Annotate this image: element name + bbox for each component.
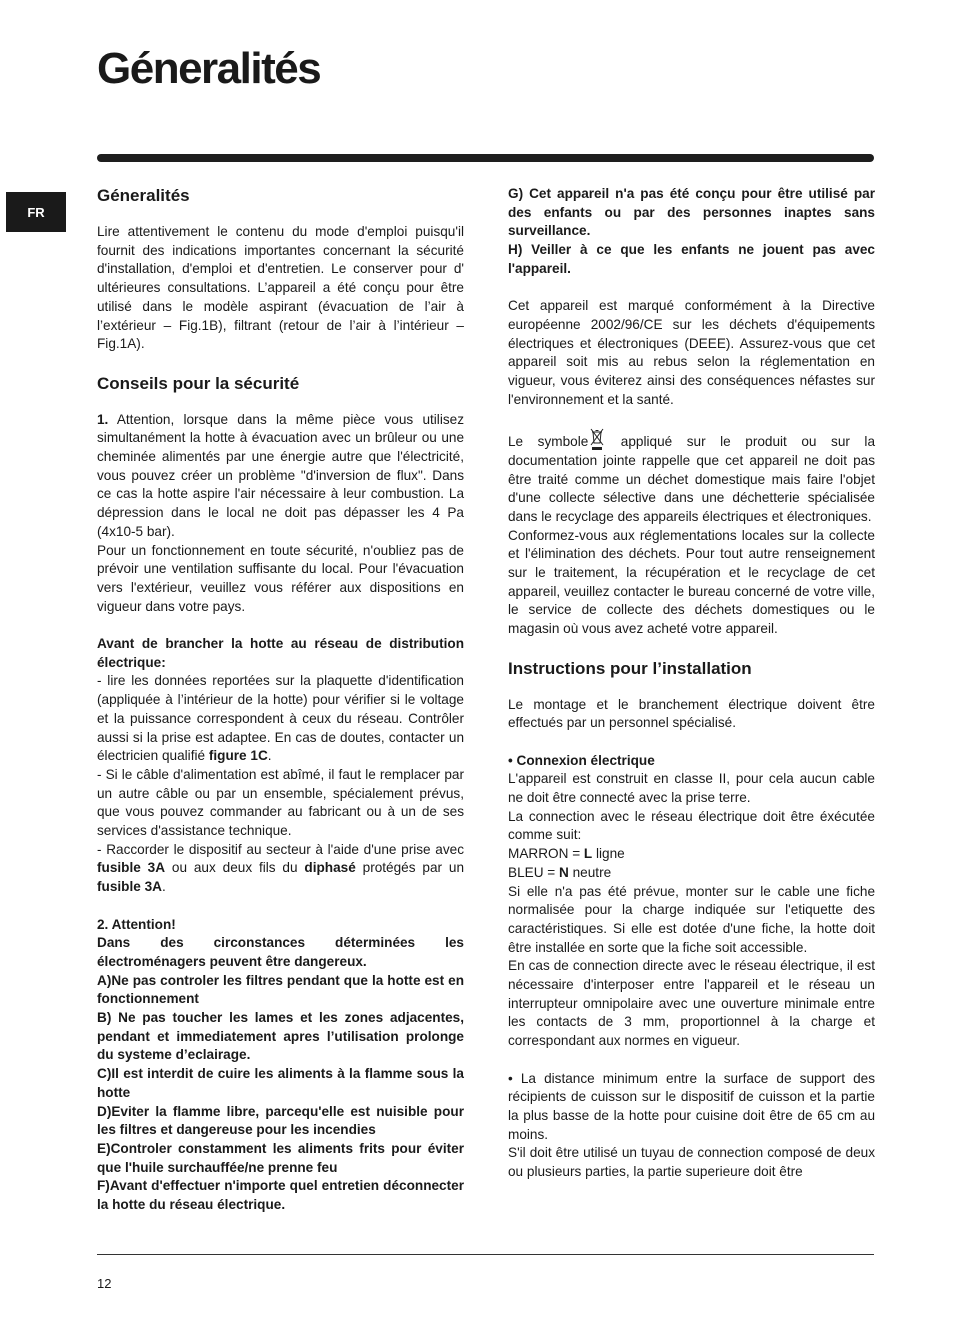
ventilation-paragraph: Pour un fonctionnement en toute sécurité, n'oubliez pas de prévoir une ventilation suffisante du local. Pour l'évacuation vers l'extérieur, veuillez vous référer aux dispositions en vigueur dans votre pays. xyxy=(97,542,464,614)
right-column xyxy=(508,185,875,1182)
direct-connection-paragraph: En cas de connection directe avec le réseau électrique, il est nécessaire d'interposer entre l'appareil et le réseau un interrupteur omnipolaire avec une ouverture minimale entre les contacts de 3 mm, proportionnel à la charge et correspondant aux normes en vigueur. xyxy=(508,958,875,1049)
page-number: 12 xyxy=(97,1276,112,1291)
page-title: Géneralités xyxy=(97,44,321,93)
symbol-paragraph: Le symbole appliqué sur le produit ou sur la documentation jointe rappelle que cet appareil ne doit pas être traité comme un déchet domestique mais faire l'objet d'une collecte sélective dans une déchetterie spécialisée dans le recyclage des appareils électriques et électroniques. xyxy=(508,428,875,527)
left-column xyxy=(97,185,464,1215)
section-heading-securite: Conseils pour la sécurité xyxy=(97,373,300,393)
deee-paragraph: Cet appareil est marqué conformément à la Directive européenne 2002/96/CE sur les déchets d'équipements électriques et électroniques (DEEE). Assurez-vous que cet appareil soit mis au rebus selon la réglementation en vigueur, vous éviterez ainsi des conséquences néfastes sur l'environnement et la santé. xyxy=(508,298,875,407)
distance-paragraph: • La distance minimum entre la surface de support des récipients de cuisson sur le dispositif de cuisson et la partie la plus basse de la hotte pour cuisine doit être de 65 cm au moins. xyxy=(508,1070,875,1142)
attention-heading: 2. Attention! xyxy=(97,916,176,932)
section-heading-generalites: Géneralités xyxy=(97,186,190,205)
install-paragraph: Le montage et le branchement électrique doivent être effectués par un personnel spécialisé. xyxy=(508,696,875,731)
attention-line: F)Avant d'effectuer n'importe quel entretien déconnecter la hotte du réseau électrique. xyxy=(97,1178,464,1213)
pipe-paragraph: S'il doit être utilisé un tuyau de connection composé de deux ou plusieurs parties, la partie superieure doit être xyxy=(508,1145,875,1180)
children-warning-h: H) Veiller à ce que les enfants ne jouent pas avec l'appareil. xyxy=(508,242,875,276)
connect-item-3: - Raccorder le dispositif au secteur à l'aide d'une prise avec fusible 3A ou aux deux fils du diphasé protégés par un fusible 3A. xyxy=(97,841,465,895)
connect-item-2: - Si le câble d'alimentation est abîmé, il faut le remplacer par un autre câble ou par un ensemble, spécialement prévus, que vous pouvez commander au fabricant ou à un de ses services d'assistance technique. xyxy=(97,766,464,839)
conform-paragraph: Conformez-vous aux réglementations locales sur la collecte et l'élimination des déchets. Pour tout autre renseignement sur le traitement, la récupération et le recyclage de cet appareil, veuillez contacter le bureau concerné de votre ville, le service de collecte des déchets domestiques ou le magasin où vous avez acheté votre appareil. xyxy=(508,527,875,637)
intro-paragraph: Lire attentivement le contenu du mode d'emploi puisqu'il fournit des indications importantes concernant la sécurité d'installation, d'emploi et d'entretien. Le conserver pour d' ultérieures consultations. L’appareil a été conçu pour être utilisé dans le modèle aspirant (évacuation de l’air à l’extérieur – Fig.1B), filtrant (retour de l’air à l’intérieur – Fig.1A). xyxy=(97,224,464,352)
header-rule xyxy=(97,154,874,162)
plug-paragraph: Si elle n'a pas été prévue, monter sur le cable une fiche normalisée pour la charge indiquée sur l'etiquette des caractéristiques. Si elle est dotée d'une fiche, la hotte doit être installée en sorte que la fiche soit accessible. xyxy=(508,883,875,955)
attention-line: C)Il est interdit de cuire les aliments à la flamme sous la hotte xyxy=(97,1066,464,1100)
electric-connection-heading: • Connexion électrique xyxy=(508,752,655,768)
attention-line: A)Ne pas controler les filtres pendant que la hotte est en fonctionnement xyxy=(97,972,464,1007)
children-warning-g: G) Cet appareil n'a pas été conçu pour être utilisé par des enfants ou par des personnes inaptes sans surveillance. xyxy=(508,186,875,239)
connect-item-1: - lire les données reportées sur la plaquette d'identification (appliquée à l’intérieur de la hotte) pour vérifier si le voltage et la puissance correspondent à ceux du réseau. Contrôler aussi si la prise est adaptee. En cas de doutes, contacter un électricien qualifié figure 1C. xyxy=(97,673,464,764)
attention-line: E)Controler constamment les aliments frits pour éviter que l'huile surchauffée/ne prenne feu xyxy=(97,1141,464,1175)
attention-line: Dans des circonstances déterminées les électroménagers peuvent être dangereux. xyxy=(97,935,464,969)
crossed-bin-icon xyxy=(590,428,604,450)
wire-brown: MARRON = L ligne xyxy=(508,846,625,862)
language-tab: FR xyxy=(6,192,66,232)
connection-class-paragraph: L'appareil est construit en classe II, pour cela aucun cable ne doit être connecté avec la prise terre. xyxy=(508,771,875,806)
connection-method-paragraph: La connection avec le réseau électrique doit être éxécutée comme suit: xyxy=(508,808,875,843)
section-heading-installation: Instructions pour l’installation xyxy=(508,658,752,678)
attention-line: B) Ne pas toucher les lames et les zones adjacentes, pendant et immediatement apres l’utilisation prolonge du systeme d’eclairage. xyxy=(97,1010,464,1063)
connect-heading: Avant de brancher la hotte au réseau de distribution électrique: xyxy=(97,636,464,670)
footer-rule xyxy=(97,1254,874,1255)
wire-blue: BLEU = N neutre xyxy=(508,864,612,880)
attention-line: D)Eviter la flamme libre, parcequ'elle est nuisible pour les filtres et dangereuse pour les incendies xyxy=(97,1103,464,1138)
safety-paragraph-1: 1. Attention, lorsque dans la même pièce vous utilisez simultanément la hotte à évacuation avec un brûleur ou une cheminée alimentés par une énergie autre que l'électricité, vous pouvez créer un problème "d'inversion de flux". Dans ce cas la hotte aspire l'air nécessaire à leur combustion. La dépression dans le local ne doit pas dépasser les 4 Pa (4x10-5 bar). xyxy=(97,411,464,539)
